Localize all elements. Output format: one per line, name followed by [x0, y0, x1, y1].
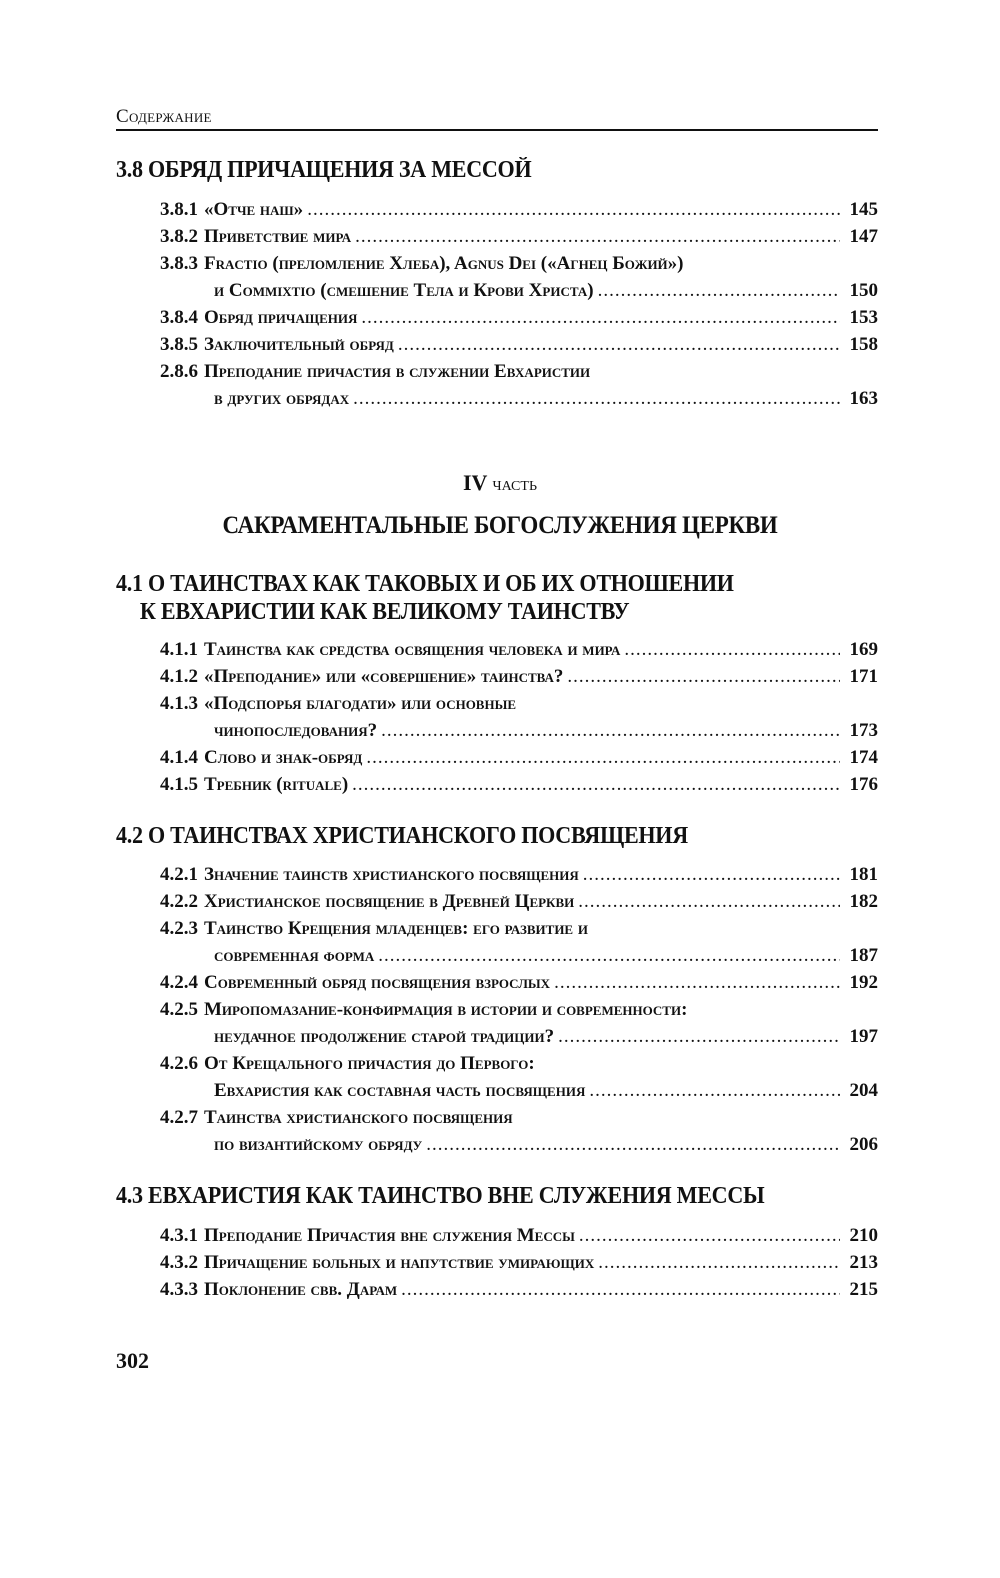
entry-page: 176	[849, 774, 878, 795]
toc-entry-3-8-2[interactable]	[160, 223, 878, 250]
entry-page: 145	[849, 199, 878, 220]
part-label	[0, 470, 1000, 496]
entry-page: 192	[849, 972, 878, 993]
entry-page: 215	[849, 1279, 878, 1300]
entry-number: 3.8.3	[160, 253, 198, 274]
leader-dots	[307, 196, 840, 223]
entry-title: Fractio (преломление Хлеба), Agnus Dei («Агнец Божий»)	[204, 253, 684, 274]
entry-title-cont: неудачное продолжение старой традиции?	[214, 1026, 555, 1047]
toc-entry-3-8-4[interactable]	[160, 304, 878, 331]
entry-title: Приветствие мира	[204, 226, 352, 247]
section-title-4-1	[116, 570, 734, 626]
entry-number: 4.1.5	[160, 774, 198, 795]
leader-dots	[554, 969, 840, 996]
section-title-4-3: 4.3 ЕВХАРИСТИЯ КАК ТАИНСТВО ВНЕ СЛУЖЕНИЯ МЕССЫ	[116, 1183, 765, 1209]
entry-title: Значение таинств христианского посвящения	[204, 864, 579, 885]
entry-number: 4.2.2	[160, 891, 198, 912]
leader-dots	[401, 1276, 840, 1303]
toc-entry-4-2-6[interactable]	[160, 1050, 878, 1104]
entry-page: 204	[849, 1080, 878, 1101]
toc-entry-2-8-6[interactable]	[160, 358, 878, 412]
leader-dots	[567, 663, 840, 690]
entry-title-cont: в других обрядах	[214, 388, 350, 409]
entry-title: «Отче наш»	[204, 199, 304, 220]
entry-number: 4.1.2	[160, 666, 198, 687]
entry-title: Миропомазание-конфирмация в истории и современности:	[204, 999, 688, 1020]
toc-entry-3-8-1[interactable]	[160, 196, 878, 223]
entry-title: Таинства христианского посвящения	[204, 1107, 513, 1128]
entry-number: 4.2.7	[160, 1107, 198, 1128]
entry-title: Христианское посвящение в Древней Церкви	[204, 891, 575, 912]
entry-number: 2.8.6	[160, 361, 198, 382]
leader-dots	[558, 1023, 840, 1050]
entry-number: 4.2.6	[160, 1053, 198, 1074]
entry-title: Таинство Крещения младенцев: его развитие и	[204, 918, 588, 939]
toc-entry-4-1-2[interactable]	[160, 663, 878, 690]
entry-page: 197	[849, 1026, 878, 1047]
entry-title: «Преподание» или «совершение» таинства?	[204, 666, 564, 687]
entry-number: 4.2.5	[160, 999, 198, 1020]
toc-entry-4-3-2[interactable]	[160, 1249, 878, 1276]
entry-page: 150	[849, 280, 878, 301]
entry-number: 3.8.4	[160, 307, 198, 328]
toc-entry-4-3-1[interactable]	[160, 1222, 878, 1249]
entry-number: 4.3.2	[160, 1252, 198, 1273]
section-title-3-8: 3.8 ОБРЯД ПРИЧАЩЕНИЯ ЗА МЕССОЙ	[116, 157, 532, 183]
entry-title: Заключительный обряд	[204, 334, 394, 355]
leader-dots	[589, 1077, 840, 1104]
entry-number: 4.2.1	[160, 864, 198, 885]
entry-title-cont: по византийскому обряду	[214, 1134, 423, 1155]
part-word: часть	[492, 473, 537, 495]
entry-page: 158	[849, 334, 878, 355]
part-title: САКРАМЕНТАЛЬНЫЕ БОГОСЛУЖЕНИЯ ЦЕРКВИ	[222, 512, 778, 539]
entry-page: 213	[849, 1252, 878, 1273]
entry-page: 171	[849, 666, 878, 687]
toc-entry-4-1-4[interactable]	[160, 744, 878, 771]
entry-number: 3.8.1	[160, 199, 198, 220]
toc-entry-4-2-3[interactable]	[160, 915, 878, 969]
leader-dots	[579, 1222, 840, 1249]
entry-title: Слово и знак-обряд	[204, 747, 363, 768]
entry-title: Преподание причастия в служении Евхаристии	[204, 361, 591, 382]
entry-title: Современный обряд посвящения взрослых	[204, 972, 551, 993]
entry-number: 4.1.4	[160, 747, 198, 768]
entry-title: Причащение больных и напутствие умирающих	[204, 1252, 595, 1273]
toc-entry-3-8-5[interactable]	[160, 331, 878, 358]
entry-number: 4.1.1	[160, 639, 198, 660]
section-title-4-2: 4.2 О ТАИНСТВАХ ХРИСТИАНСКОГО ПОСВЯЩЕНИЯ	[116, 823, 688, 849]
toc-entry-4-1-1[interactable]	[160, 636, 878, 663]
entry-page: 187	[849, 945, 878, 966]
entry-title: Преподание Причастия вне служения Мессы	[204, 1225, 575, 1246]
entry-number: 3.8.2	[160, 226, 198, 247]
leader-dots	[426, 1131, 840, 1158]
entry-page: 182	[849, 891, 878, 912]
leader-dots	[624, 636, 840, 663]
entry-page: 210	[849, 1225, 878, 1246]
toc-entry-4-2-7[interactable]	[160, 1104, 878, 1158]
leader-dots	[578, 888, 840, 915]
entry-page: 173	[849, 720, 878, 741]
page-number: 302	[116, 1348, 149, 1373]
entry-title-cont: чинопоследования?	[214, 720, 378, 741]
toc-entry-4-2-2[interactable]	[160, 888, 878, 915]
entry-title: От Крещального причастия до Первого:	[204, 1053, 535, 1074]
leader-dots	[353, 385, 840, 412]
leader-dots	[378, 942, 840, 969]
entry-number: 4.3.1	[160, 1225, 198, 1246]
toc-entry-4-2-5[interactable]	[160, 996, 878, 1050]
leader-dots	[381, 717, 840, 744]
entry-number: 4.3.3	[160, 1279, 198, 1300]
toc-entry-4-1-3[interactable]	[160, 690, 878, 744]
leader-dots	[355, 223, 840, 250]
entry-page: 147	[849, 226, 878, 247]
running-head: Содержание	[116, 106, 212, 127]
entry-number: 4.1.3	[160, 693, 198, 714]
entry-number: 3.8.5	[160, 334, 198, 355]
entry-page: 206	[849, 1134, 878, 1155]
entry-page: 169	[849, 639, 878, 660]
toc-entry-3-8-3[interactable]	[160, 250, 878, 304]
entry-page: 181	[849, 864, 878, 885]
entry-title: Поклонение свв. Дарам	[204, 1279, 398, 1300]
leader-dots	[583, 861, 840, 888]
part-number: IV	[462, 470, 488, 495]
header-rule	[116, 129, 878, 131]
leader-dots	[361, 304, 840, 331]
entry-title: Таинства как средства освящения человека и мира	[204, 639, 621, 660]
entry-title: Обряд причащения	[204, 307, 358, 328]
entry-page: 153	[849, 307, 878, 328]
entry-title-cont: Евхаристия как составная часть посвящения	[214, 1080, 586, 1101]
entry-page: 174	[849, 747, 878, 768]
entry-title-cont: современная форма	[214, 945, 375, 966]
toc-entry-4-2-4[interactable]	[160, 969, 878, 996]
entry-number: 4.2.3	[160, 918, 198, 939]
section-title-line2: К ЕВХАРИСТИИ КАК ВЕЛИКОМУ ТАИНСТВУ	[139, 599, 630, 625]
leader-dots	[366, 744, 840, 771]
toc-entry-4-3-3[interactable]	[160, 1276, 878, 1303]
toc-entry-4-1-5[interactable]	[160, 771, 878, 798]
leader-dots	[598, 1249, 840, 1276]
toc-entry-4-2-1[interactable]	[160, 861, 878, 888]
leader-dots	[598, 277, 840, 304]
entry-page: 163	[849, 388, 878, 409]
entry-number: 4.2.4	[160, 972, 198, 993]
leader-dots	[352, 771, 840, 798]
entry-title-cont: и Commixtio (смешение Тела и Крови Христа)	[214, 280, 594, 301]
section-title-line1: 4.1 О ТАИНСТВАХ КАК ТАКОВЫХ И ОБ ИХ ОТНОШЕНИИ	[116, 571, 734, 597]
entry-title: «Подспорья благодати» или основные	[204, 693, 517, 714]
leader-dots	[398, 331, 840, 358]
entry-title: Требник (rituale)	[204, 774, 349, 795]
